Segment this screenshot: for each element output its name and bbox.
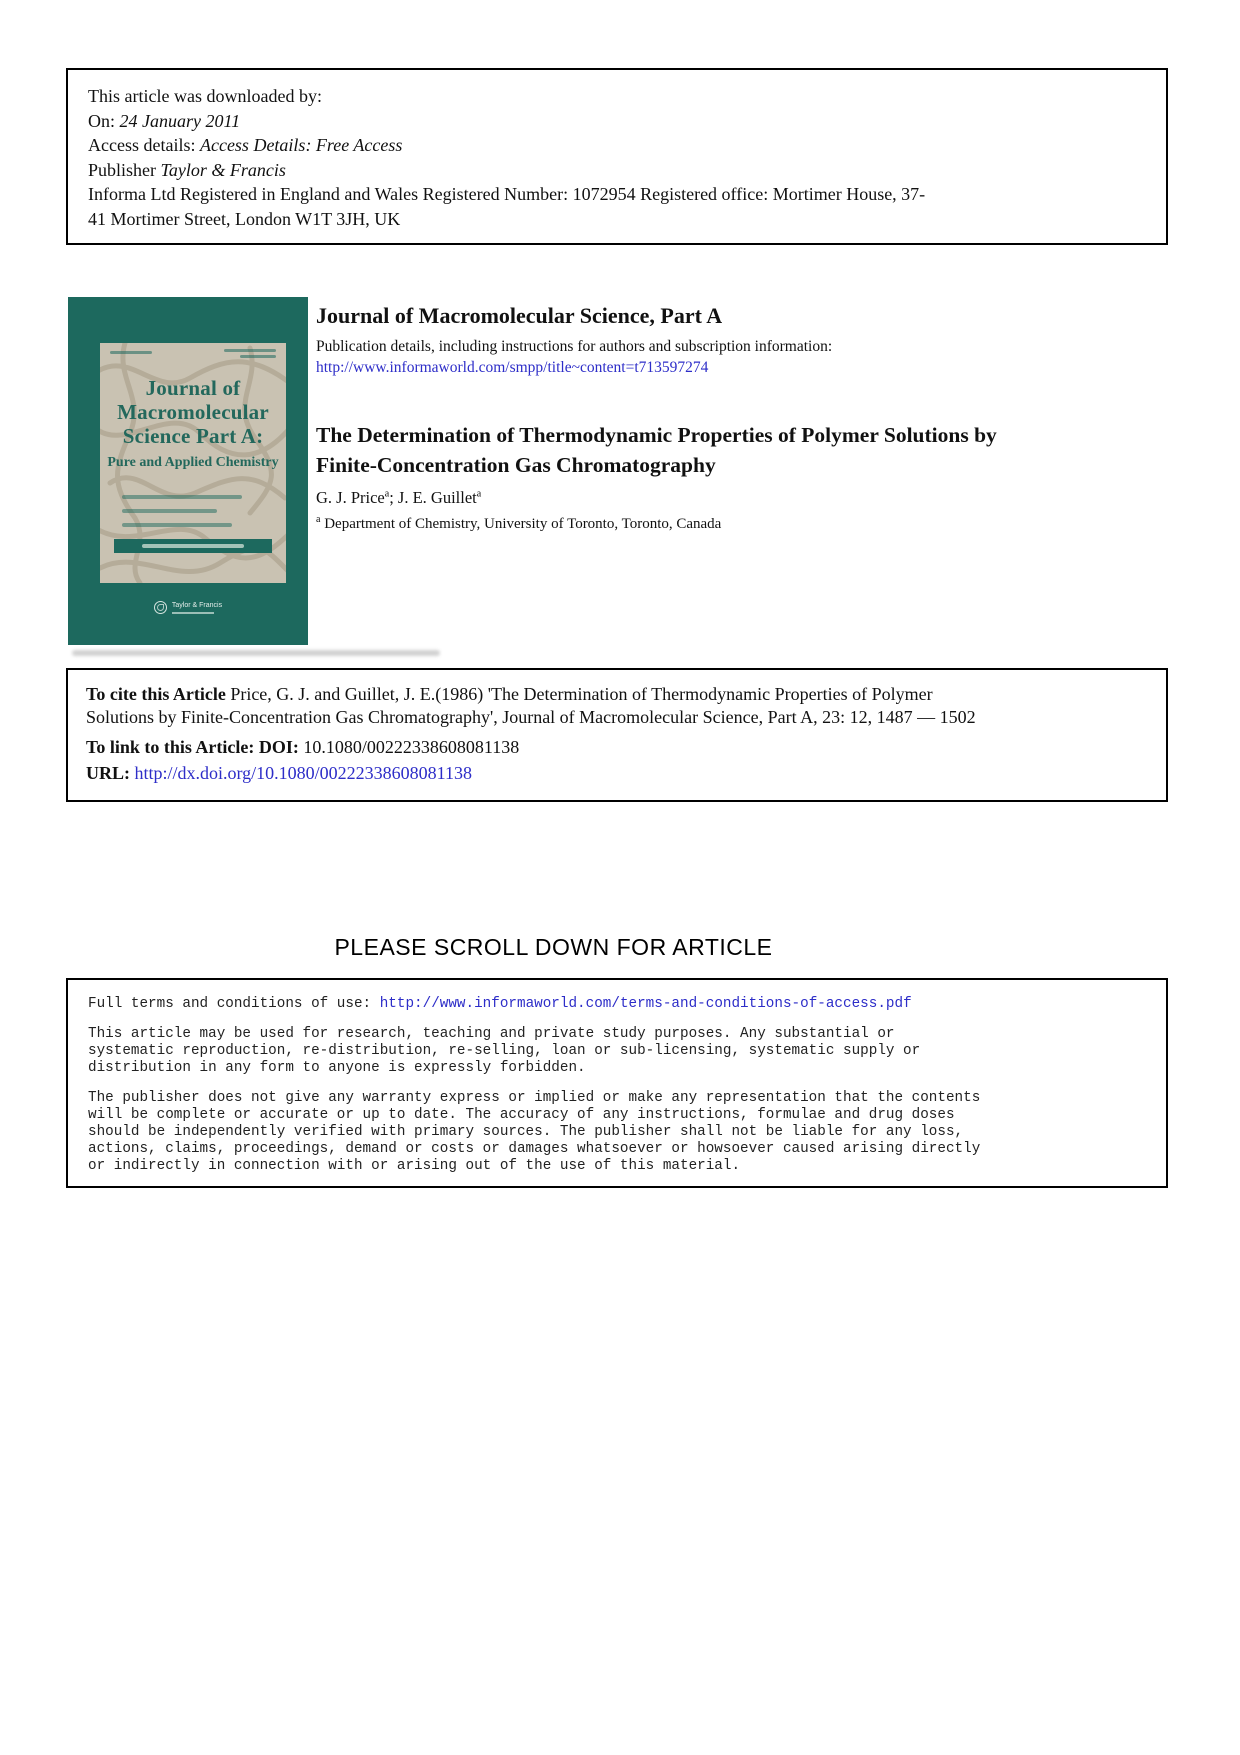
cover-inner-panel [100,343,286,583]
informa-text-2: 41 Mortimer Street, London W1T 3JH, UK [88,208,401,229]
terms-para1-line1: This article may be used for research, teaching and private study purposes. Any substantial or [88,1026,895,1042]
journal-cover-image [68,297,308,645]
terms-para1-line3: distribution in any form to anyone is expressly forbidden. [88,1060,586,1076]
terms-box [66,978,1168,1188]
cover-title-line2: Macromolecular [117,400,269,424]
author-2-affil-mark: a [476,488,482,500]
terms-para2-line2: will be complete or accurate or up to date. The accuracy of any instructions, formulae and drug doses [88,1107,955,1123]
article-title-line2: Finite-Concentration Gas Chromatography [316,453,716,477]
informa-text-1: Informa Ltd Registered in England and Wales Registered Number: 1072954 Registered office: Mortimer House, 37- [88,184,926,205]
taylor-francis-logo-text-wrap [172,602,222,614]
access-value: Access Details: Free Access [199,135,403,156]
article-title [316,420,1056,480]
cite-paragraph [86,683,1148,729]
publisher-value: Taylor & Francis [160,159,286,180]
terms-gap [88,1013,1146,1026]
cover-title-line3: Science Part A: [122,424,264,448]
scroll-down-notice: PLEASE SCROLL DOWN FOR ARTICLE [334,934,773,960]
doi-line [86,736,1148,759]
url-label: URL: [86,763,135,783]
terms-para2-line3: should be independently verified with primary sources. The publisher shall not be liable for any loss, [88,1124,964,1140]
informa-registration-line2 [88,207,1146,232]
affiliation-text: Department of Chemistry, University of Toronto, Toronto, Canada [320,516,722,532]
terms-para2-line4: actions, claims, proceedings, demand or costs or damages whatsoever or howsoever caused arising directly [88,1141,981,1157]
cover-subtitle: Pure and Applied Chemistry [107,455,279,470]
journal-url-link[interactable]: http://www.informaworld.com/smpp/title~content=t713597274 [316,359,709,376]
author-1: G. J. Price [316,488,385,507]
doi-url-link[interactable]: http://dx.doi.org/10.1080/00222338608081138 [134,763,473,783]
journal-title: Journal of Macromolecular Science, Part A [316,303,723,328]
cover-volume-text [224,349,276,352]
access-label: Access details: [88,135,200,156]
date-value: 24 January 2011 [119,110,241,131]
publisher-line [88,158,1146,183]
cite-text-line2: Solutions by Finite-Concentration Gas Chromatography', Journal of Macromolecular Science, Part A, 23: 12, 1487 — 1502 [86,707,976,727]
terms-url-link[interactable]: http://www.informaworld.com/terms-and-conditions-of-access.pdf [379,996,912,1012]
taylor-francis-logo-icon [154,601,167,614]
access-details-line [88,133,1146,158]
taylor-francis-logo-tagline [172,612,214,614]
informa-registration-line1 [88,182,1146,207]
journal-link-line [316,357,1056,378]
terms-para2-line1: The publisher does not give any warranty express or implied or make any representation that the contents [88,1090,981,1106]
citation-box [66,668,1168,802]
cover-title-line1: Journal of [145,376,241,400]
terms-para2-line5: or indirectly in connection with or arising out of the use of this material. [88,1158,741,1174]
author-separator: ; [389,488,398,507]
publication-details-text: Publication details, including instructions for authors and subscription information: [316,338,833,355]
cover-editor-line1 [122,495,242,499]
article-authors [316,488,1056,508]
article-affiliation [316,514,1056,533]
article-title-line1: The Determination of Thermodynamic Properties of Polymer Solutions by [316,423,997,447]
doi-label: To link to this Article: DOI: [86,737,304,757]
url-line [86,762,1148,785]
date-label: On: [88,110,120,131]
downloaded-by-line [88,84,1146,109]
download-info-box [66,68,1168,245]
publisher-label: Publisher [88,159,161,180]
cite-label: To cite this Article [86,684,226,704]
terms-para1-line2: systematic reproduction, re-distribution, re-selling, loan or sub-licensing, systematic supply or [88,1043,921,1059]
taylor-francis-logo-text: Taylor & Francis [171,601,223,609]
cover-issue-date-text [240,355,276,358]
cover-shadow-artifact [72,650,440,656]
author-1-affil-mark: a [384,488,390,500]
cover-issn-text [110,351,152,354]
cite-text-line1: Price, G. J. and Guillet, J. E.(1986) 'The Determination of Thermodynamic Properties of Polymer [225,684,933,704]
article-heading-section [316,420,1056,533]
downloaded-by-text: This article was downloaded by: [88,86,322,106]
taylor-francis-logo [68,601,308,614]
cover-banner-text [142,544,243,548]
terms-gap [88,1077,1146,1090]
doi-value: 10.1080/00222338608081138 [303,737,520,757]
cover-issue-banner [114,539,272,553]
journal-info-section [316,303,1056,378]
affiliation-mark: a [316,514,321,525]
full-terms-label: Full terms and conditions of use: [88,996,380,1012]
download-date-line [88,109,1146,134]
author-2: J. E. Guillet [397,488,477,507]
cover-editor-line3 [122,523,232,527]
cover-editor-line2 [122,509,217,513]
full-terms-line [88,996,1146,1013]
